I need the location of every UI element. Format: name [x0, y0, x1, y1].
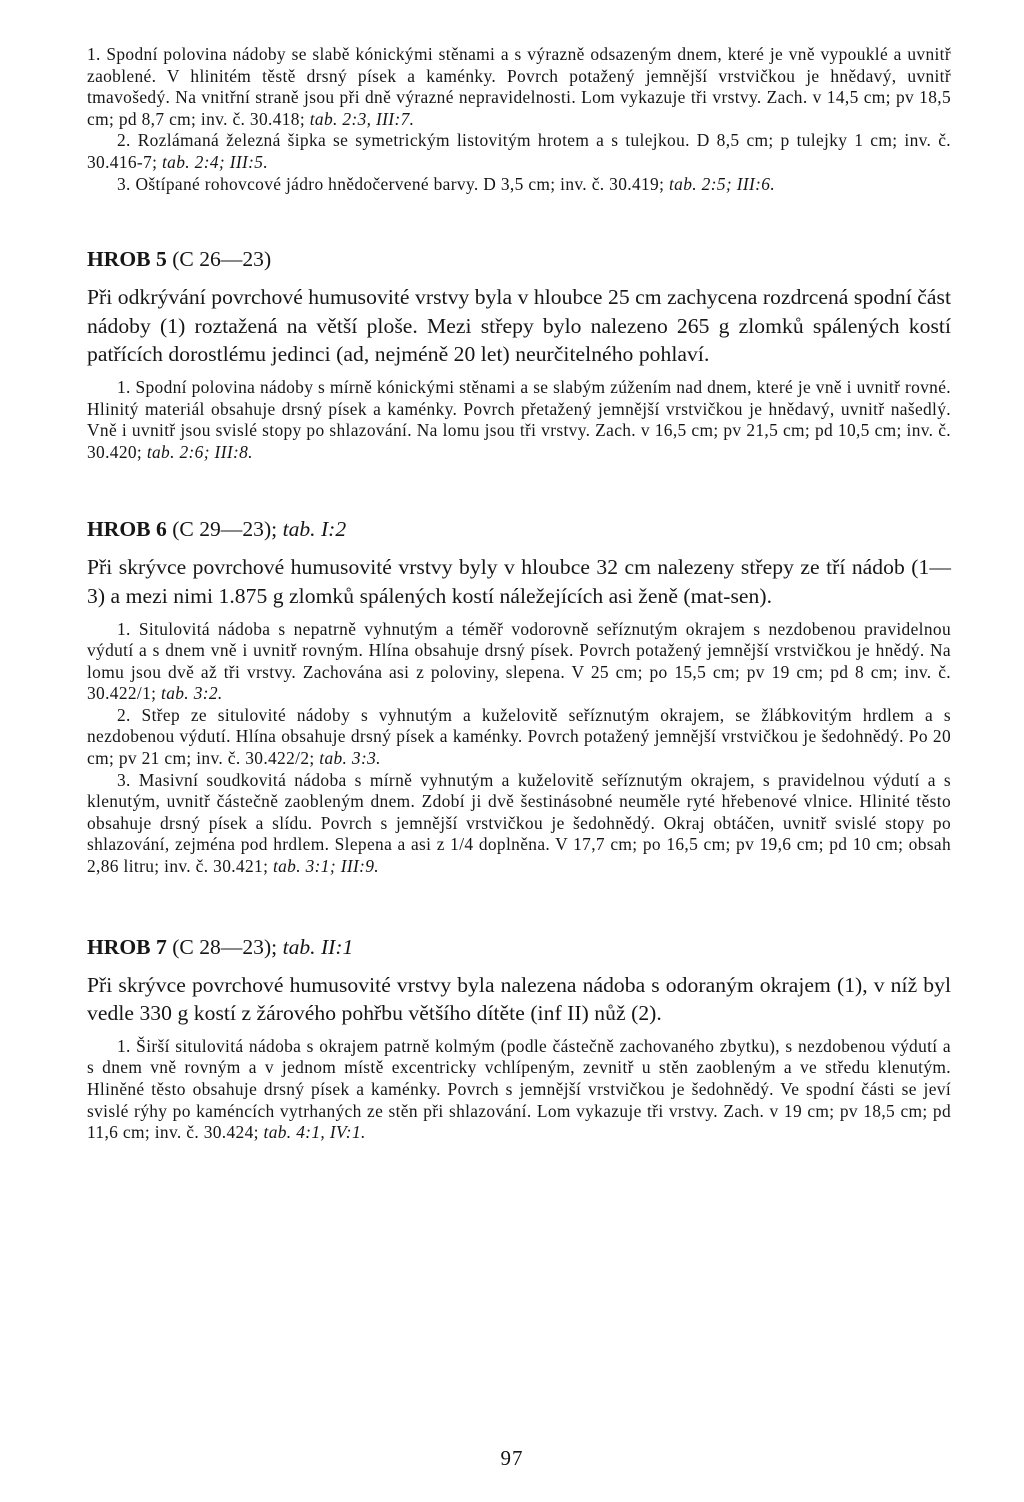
intro-item-1-text: 1. Spodní polovina nádoby se slabě kónickými stěnami a s výrazně odsazeným dnem, které je vně vypouklé a uvnitř zaoblené. V hlinitém těstě drsný písek a kaménky. Povrch potažený jemnější vrstvičkou je hnědavý, uvnitř tmavošedý. Na vnitřní straně jsou při dně výrazné nepravidelnosti. Lom vykazuje tři vrstvy. Zach. v 14,5 cm; pv 18,5 cm; pd 8,7 cm; inv. č. 30.418;: [87, 44, 951, 129]
intro-item-1-ref: tab. 2:3, III:7.: [309, 108, 415, 129]
grave-5-title: HROB 5: [87, 247, 167, 272]
grave-6-code: (C 29—23);: [172, 517, 278, 542]
grave-7-title: HROB 7: [87, 934, 167, 959]
grave-5-code: (C 26—23): [172, 247, 272, 272]
grave-7-item-1-ref: tab. 4:1, IV:1.: [263, 1122, 366, 1143]
grave-5-item-1-text: 1. Spodní polovina nádoby s mírně kónickými stěnami a se slabým zúžením nad dnem, které je vně i uvnitř rovné. Hlinitý materiál obsahuje drsný písek a kaménky. Povrch přetažený jemnější vrstvičkou je hnědavý, uvnitř našedlý. Vně i uvnitř jsou svislé stopy po shlazování. Na lomu jsou tři vrstvy. Zach. v 16,5 cm; pv 21,5 cm; pd 10,5 cm; inv. č. 30.420;: [87, 376, 951, 462]
page-body: [87, 44, 951, 1144]
grave-6-item-2-text: 2. Střep ze situlovité nádoby s vyhnutým a kuželovitě seříznutým okrajem, se žlábkovitým hrdlem a s nezdobenou výdutí. Hlína obsahuje drsný písek a kaménky. Povrch potažený jemnější vrstvičkou je šedohnědý. Po 20 cm; pv 21 cm; inv. č. 30.422/2;: [87, 704, 951, 769]
grave-7-summary: Při skrývce povrchové humusovité vrstvy byla nalezena nádoba s odoraným okrajem (1), v níž byl vedle 330 g kostí z žárového pohřbu většího dítěte (inf II) nůž (2).: [87, 972, 951, 1026]
intro-item-2-text: 2. Rozlámaná železná šipka se symetrickým listovitým hrotem a s tulejkou. D 8,5 cm; p tulejky 1 cm; inv. č. 30.416-7;: [87, 130, 951, 172]
grave-6-title: HROB 6: [87, 517, 167, 542]
intro-item-3-ref: tab. 2:5; III:6.: [668, 173, 776, 194]
grave-5-summary: Při odkrývání povrchové humusovité vrstvy byla v hloubce 25 cm zachycena rozdrcená spodní část nádoby (1) roztažená na větší ploše. Mezi střepy bylo nalezeno 265 g zlomků spálených kostí patřících dorostlému jedinci (ad, nejméně 20 let) neurčitelného pohlaví.: [87, 285, 951, 367]
grave-7-code: (C 28—23);: [172, 934, 278, 959]
page-number: 97: [500, 1446, 524, 1470]
grave-5-item-1: [87, 377, 951, 463]
intro-item-2-ref: tab. 2:4; III:5.: [162, 151, 269, 172]
grave-5-section: [87, 245, 951, 463]
grave-6-item-3-text: 3. Masivní soudkovitá nádoba s mírně vyhnutým a kuželovitě seříznutým okrajem, s pravidelnou výdutí a s klenutým, uvnitř částečně zaobleným dnem. Zdobí ji dvě šestinásobné neuměle ryté hřebenové vlnice. Hlinité těsto obsahuje drsný písek a slídu. Povrch s jemnější vrstvičkou je šedohnědý. Okraj obtáčen, uvnitř svislé stopy po shlazování, zejména pod hrdlem. Slepena a asi z 1/4 doplněna. V 17,7 cm; po 16,5 cm; pv 19,6 cm; pd 10 cm; obsah 2,86 litru; inv. č. 30.421;: [87, 769, 951, 877]
intro-item-1: [87, 44, 951, 130]
grave-6-heading: [87, 515, 951, 543]
grave-6-item-2-ref: tab. 3:3.: [319, 748, 381, 769]
grave-7-ref: tab. II:1: [282, 934, 354, 959]
grave-6-item-1: [87, 619, 951, 705]
intro-item-2: [87, 130, 951, 173]
grave-6-section: [87, 515, 951, 877]
grave-6-ref: tab. I:2: [282, 517, 347, 542]
grave-7-item-1-text: 1. Širší situlovitá nádoba s okrajem patrně kolmým (podle částečně zachovaného zbytku), s nezdobenou výdutí a s dnem vně rovným a v jednom místě excentricky vchlípeným, zevnitř u stěn zaobleným a ve středu klenutým. Hliněné těsto obsahuje drsný písek a kaménky. Povrch s jemnější vrstvičkou je šedohnědý. Ve spodní části se jeví svislé rýhy po kaméncích vytrhaných ze stěn při shlazování. Lom vykazuje tři vrstvy. Zach. v 19 cm; pv 18,5 cm; pd 11,6 cm; inv. č. 30.424;: [87, 1035, 951, 1143]
grave-6-item-1-ref: tab. 3:2.: [161, 683, 223, 704]
grave-6-item-2: [87, 705, 951, 770]
grave-7-heading: [87, 933, 951, 961]
grave-5-heading: [87, 245, 951, 273]
grave-6-item-3-ref: tab. 3:1; III:9.: [272, 856, 379, 877]
intro-item-3-text: 3. Oštípané rohovcové jádro hnědočervené barvy. D 3,5 cm; inv. č. 30.419;: [117, 173, 669, 194]
intro-item-3: [87, 174, 951, 196]
grave-7-section: [87, 933, 951, 1144]
grave-6-item-1-text: 1. Situlovitá nádoba s nepatrně vyhnutým a téměř vodorovně seříznutým okrajem s nezdobenou pravidelnou výdutí a s dnem vně i uvnitř rovným. Hlína obsahuje drsný písek. Povrch potažený jemnější vrstvičkou je hnědý. Na lomu jsou dvě až tři vrstvy. Zachována asi z poloviny, slepena. V 25 cm; po 15,5 cm; pv 19 cm; pd 8 cm; inv. č. 30.422/1;: [87, 618, 951, 704]
grave-6-item-3: [87, 770, 951, 878]
grave-7-item-1: [87, 1036, 951, 1144]
grave-5-item-1-ref: tab. 2:6; III:8.: [146, 441, 253, 462]
grave-6-summary: Při skrývce povrchové humusovité vrstvy byly v hloubce 32 cm nalezeny střepy ze tří nádob (1—3) a mezi nimi 1.875 g zlomků spálených kostí náležejících asi ženě (mat-sen).: [87, 555, 951, 608]
